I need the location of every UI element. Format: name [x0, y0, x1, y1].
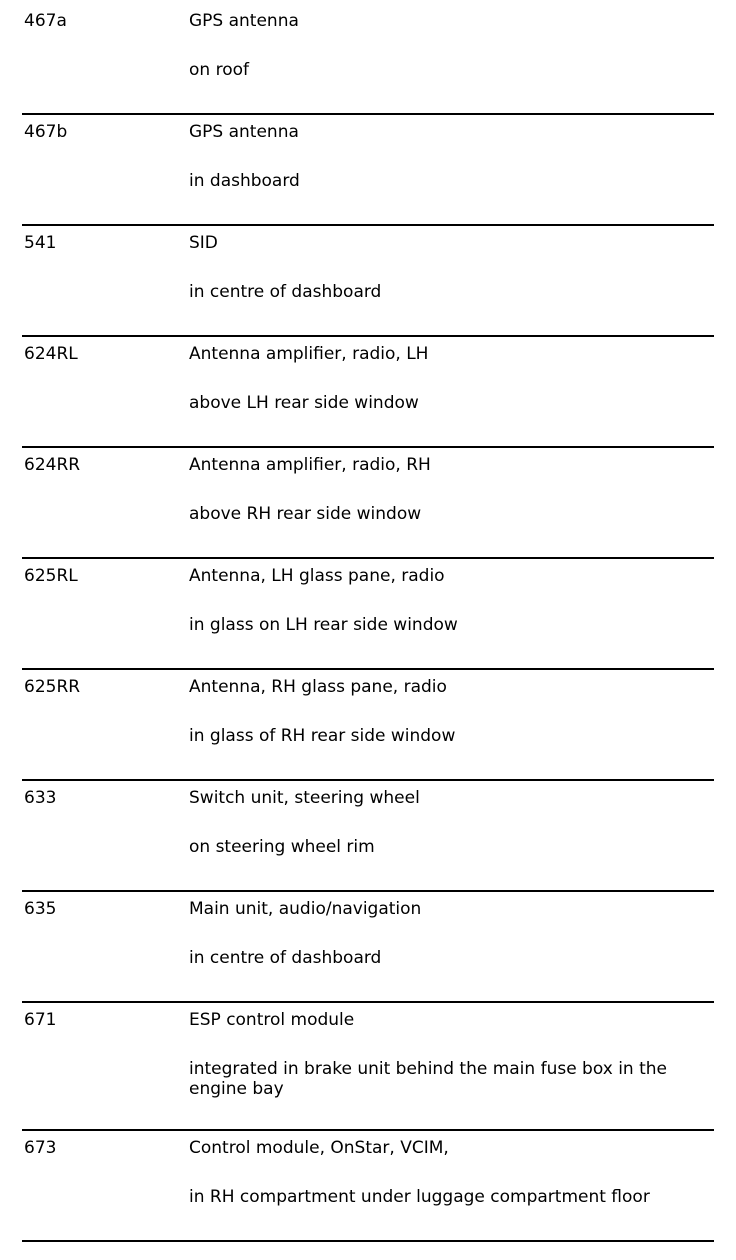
component-name: ESP control module [189, 1010, 355, 1030]
component-name: Main unit, audio/navigation [189, 899, 422, 919]
table-row [22, 780, 714, 891]
component-code: 635 [24, 899, 57, 919]
table-row [22, 669, 714, 780]
component-name: Antenna, LH glass pane, radio [189, 566, 445, 586]
table-row [22, 558, 714, 669]
table-row [22, 891, 714, 1002]
table-row [22, 225, 714, 336]
component-code: 633 [24, 788, 57, 808]
component-location: in centre of dashboard [189, 282, 382, 302]
component-code: 467a [24, 11, 67, 31]
component-code: 671 [24, 1010, 57, 1030]
component-code: 625RL [24, 566, 78, 586]
component-name: Antenna amplifier, radio, RH [189, 455, 431, 475]
component-name: Antenna, RH glass pane, radio [189, 677, 447, 697]
table-row [22, 336, 714, 447]
component-name: GPS antenna [189, 11, 299, 31]
component-name: Switch unit, steering wheel [189, 788, 420, 808]
component-location: above LH rear side window [189, 393, 419, 413]
table-row [22, 1130, 714, 1241]
component-location: in centre of dashboard [189, 948, 382, 968]
component-code: 541 [24, 233, 57, 253]
table-row [22, 4, 714, 114]
component-location: in glass on LH rear side window [189, 615, 458, 635]
table-row [22, 447, 714, 558]
component-code: 625RR [24, 677, 81, 697]
component-code: 673 [24, 1138, 57, 1158]
component-table [22, 4, 714, 1242]
component-code: 624RR [24, 455, 81, 475]
component-code: 624RL [24, 344, 78, 364]
component-location: integrated in brake unit behind the main fuse box in the engine bay [189, 1059, 667, 1099]
component-location: in RH compartment under luggage compartment floor [189, 1187, 650, 1207]
component-location: on roof [189, 60, 249, 80]
table-row [22, 114, 714, 225]
table-row [22, 1002, 714, 1130]
component-code: 467b [24, 122, 68, 142]
component-location: above RH rear side window [189, 504, 422, 524]
component-name: Antenna amplifier, radio, LH [189, 344, 429, 364]
component-name: SID [189, 233, 218, 253]
component-name: Control module, OnStar, VCIM, [189, 1138, 449, 1158]
component-location: in dashboard [189, 171, 300, 191]
component-name: GPS antenna [189, 122, 299, 142]
component-location: on steering wheel rim [189, 837, 375, 857]
component-location: in glass of RH rear side window [189, 726, 456, 746]
